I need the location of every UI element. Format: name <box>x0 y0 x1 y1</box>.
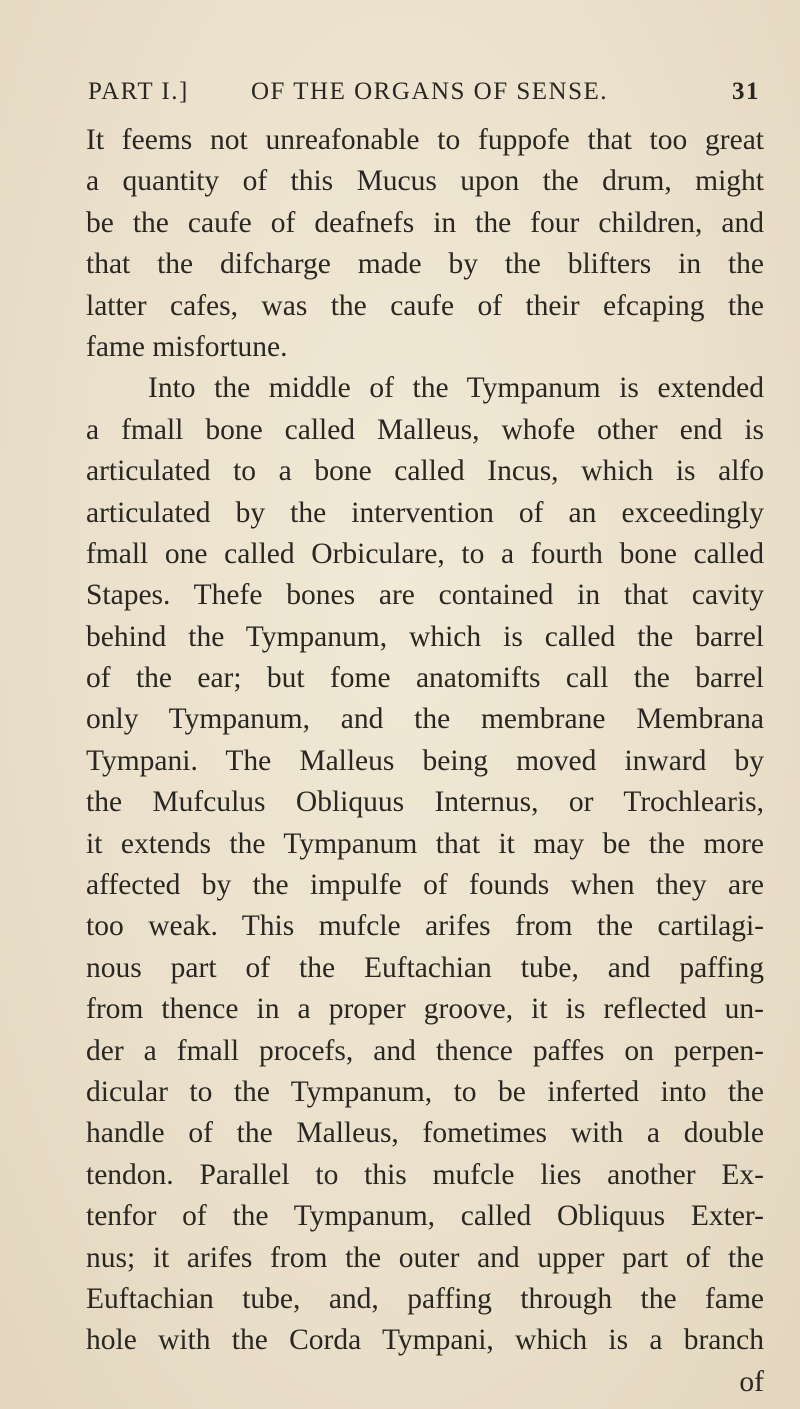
text-line: the Mufculus Obliquus Internus, or Trochlearis, <box>86 786 764 819</box>
running-head-part: PART I.] <box>88 78 189 105</box>
text-line: behind the Tympanum, which is called the barrel <box>86 620 764 653</box>
text-line: be the caufe of deafnefs in the four children, and <box>86 206 764 239</box>
text-line: der a fmall procefs, and thence paffes on perpen- <box>86 1034 764 1067</box>
text-line: that the difcharge made by the blifters in the <box>86 248 764 281</box>
text-line: dicular to the Tympanum, to be inferted into the <box>86 1075 764 1108</box>
running-head <box>88 78 760 118</box>
running-head-title: OF THE ORGANS OF SENSE. <box>251 78 609 105</box>
text-line: of the ear; but fome anatomifts call the barrel <box>86 662 764 695</box>
text-line: affected by the impulfe of founds when they are <box>86 869 764 902</box>
text-line: fmall one called Orbiculare, to a fourth bone called <box>86 537 764 570</box>
text-line: articulated by the intervention of an exceedingly <box>86 496 764 529</box>
text-line: nus; it arifes from the outer and upper part of the <box>86 1241 764 1274</box>
text-line: tenfor of the Tympanum, called Obliquus Exter- <box>86 1200 764 1233</box>
text-line: handle of the Malleus, fometimes with a double <box>86 1117 764 1150</box>
text-line: Euftachian tube, and, paffing through the fame <box>86 1282 764 1315</box>
text-line: a quantity of this Mucus upon the drum, might <box>86 165 764 198</box>
text-line: fame misfortune. <box>86 330 288 363</box>
text-line: Into the middle of the Tympanum is extended <box>148 372 764 405</box>
body-text <box>86 120 764 1403</box>
catchword: of <box>739 1365 764 1398</box>
text-line: it extends the Tympanum that it may be the more <box>86 827 764 860</box>
page-number: 31 <box>732 78 760 105</box>
text-line: hole with the Corda Tympani, which is a branch <box>86 1324 764 1357</box>
text-line: Tympani. The Malleus being moved inward by <box>86 744 764 777</box>
text-line: Stapes. Thefe bones are contained in that cavity <box>86 579 764 612</box>
text-line: latter cafes, was the caufe of their efcaping the <box>86 289 764 322</box>
text-line: too weak. This mufcle arifes from the cartilagi- <box>86 910 764 943</box>
text-line: nous part of the Euftachian tube, and paffing <box>86 951 764 984</box>
text-line: tendon. Parallel to this mufcle lies another Ex- <box>86 1158 764 1191</box>
text-line: only Tympanum, and the membrane Membrana <box>86 703 764 736</box>
text-line: a fmall bone called Malleus, whofe other end is <box>86 413 764 446</box>
text-line: articulated to a bone called Incus, which is alfo <box>86 455 764 488</box>
text-line: It feems not unreafonable to fuppofe that too great <box>86 124 764 156</box>
text-line: from thence in a proper groove, it is reflected un- <box>86 993 764 1026</box>
